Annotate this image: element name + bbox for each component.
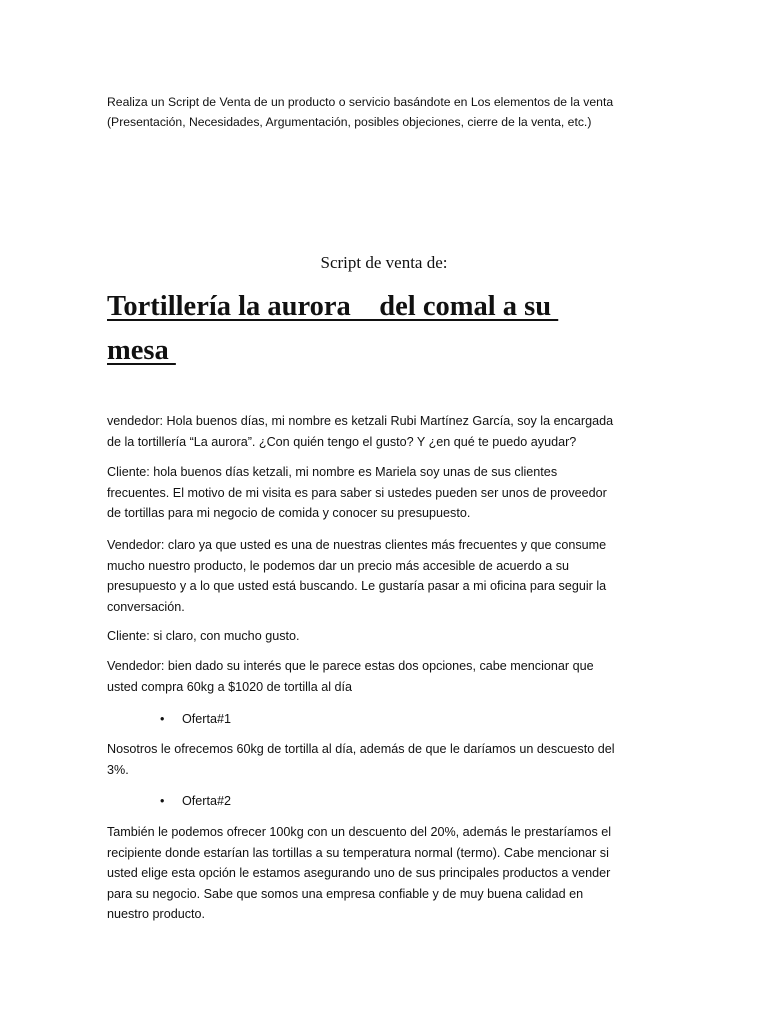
- dialogue-paragraph-client-request: [107, 462, 667, 524]
- paragraph-line: para su negocio. Sabe que somos una empresa confiable y de muy buena calidad en: [107, 886, 584, 901]
- paragraph-line: recipiente donde estarían las tortillas a su temperatura normal (termo). Cabe mencionar si: [107, 845, 609, 860]
- instructions-line: (Presentación, Necesidades, Argumentación, posibles objeciones, cierre de la venta, etc.): [107, 115, 592, 129]
- paragraph-line: usted compra 60kg a $1020 de tortilla al día: [107, 679, 353, 694]
- dialogue-paragraph-seller-response: [107, 535, 667, 617]
- offer-label: Oferta#2: [182, 794, 232, 808]
- offer-bullet-item: [160, 709, 231, 730]
- bullet-icon: •: [160, 794, 165, 808]
- offer-2-description: [107, 822, 667, 925]
- paragraph-line: mucho nuestro producto, le podemos dar un precio más accesible de acuerdo a su: [107, 558, 570, 573]
- paragraph-line: vendedor: Hola buenos días, mi nombre es ketzali Rubi Martínez García, soy la encargada: [107, 414, 614, 428]
- dialogue-paragraph-client-accept: [107, 626, 667, 647]
- offer-bullet-list: [160, 791, 231, 812]
- offer-bullet-item: [160, 791, 231, 812]
- dialogue-paragraph-seller-greeting: [107, 411, 667, 452]
- assignment-instructions: [107, 92, 667, 132]
- paragraph-line: nuestro producto.: [107, 907, 206, 922]
- document-subtitle: Script de venta de:: [320, 253, 448, 272]
- paragraph-line: Vendedor: bien dado su interés que le parece estas dos opciones, cabe mencionar que: [107, 659, 594, 673]
- title-line: mesa: [107, 335, 176, 366]
- paragraph-line: Cliente: si claro, con mucho gusto.: [107, 629, 300, 643]
- paragraph-line: Vendedor: claro ya que usted es una de nuestras clientes más frecuentes y que consume: [107, 538, 607, 552]
- paragraph-line: usted elige esta opción le estamos asegurando uno de sus principales productos a vender: [107, 866, 611, 881]
- instructions-line: Realiza un Script de Venta de un producto o servicio basándote en Los elementos de la venta: [107, 95, 614, 109]
- paragraph-line: presupuesto y a lo que usted está buscando. Le gustaría pasar a mi oficina para seguir la: [107, 579, 607, 594]
- paragraph-line: conversación.: [107, 599, 185, 614]
- document-title: [107, 285, 667, 373]
- paragraph-line: de la tortillería “La aurora”. ¿Con quién tengo el gusto? Y ¿en qué te puedo ayudar?: [107, 434, 577, 449]
- title-line: Tortillería la aurora del comal a su: [107, 291, 559, 322]
- offer-bullet-list: [160, 709, 231, 730]
- paragraph-line: 3%.: [107, 762, 129, 777]
- offer-label: Oferta#1: [182, 712, 232, 726]
- bullet-icon: •: [160, 712, 165, 726]
- paragraph-line: Nosotros le ofrecemos 60kg de tortilla al día, además de que le daríamos un descuesto del: [107, 742, 615, 756]
- paragraph-line: Cliente: hola buenos días ketzali, mi nombre es Mariela soy unas de sus clientes: [107, 465, 558, 479]
- paragraph-line: de tortillas para mi negocio de comida y conocer su presupuesto.: [107, 506, 471, 521]
- dialogue-paragraph-seller-options: [107, 656, 667, 697]
- paragraph-line: También le podemos ofrecer 100kg con un descuento del 20%, además le prestaríamos el: [107, 825, 612, 839]
- paragraph-line: frecuentes. El motivo de mi visita es para saber si ustedes pueden ser unos de proveedor: [107, 485, 607, 500]
- offer-1-description: [107, 739, 667, 780]
